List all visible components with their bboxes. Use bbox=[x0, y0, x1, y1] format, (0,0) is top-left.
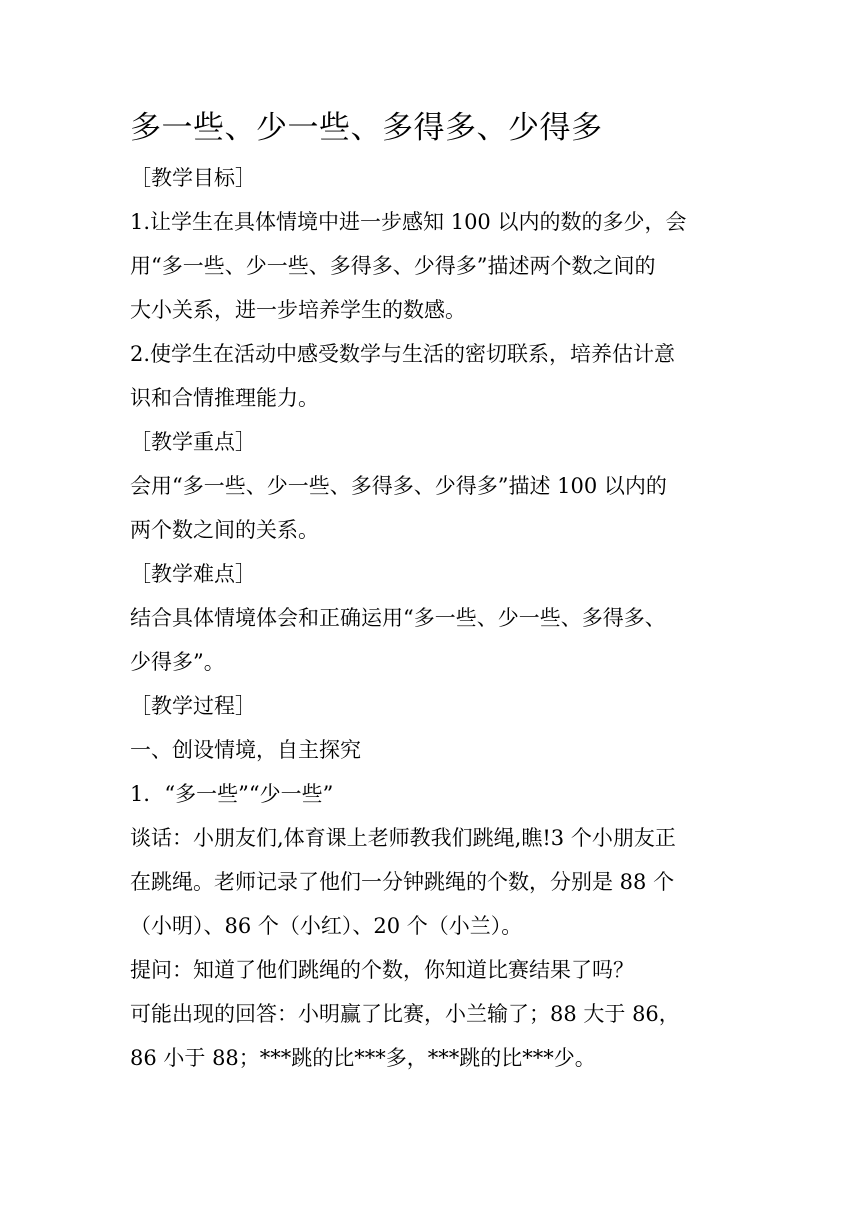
paragraph-line: 2.使学生在活动中感受数学与生活的密切联系，培养估计意 bbox=[130, 342, 676, 366]
section-heading-key-points: ［教学重点］ bbox=[130, 430, 256, 454]
paragraph-line: 86 小于 88；***跳的比***多，***跳的比***少。 bbox=[130, 1046, 596, 1070]
paragraph-line: 大小关系，进一步培养学生的数感。 bbox=[130, 298, 466, 322]
document-title: 多一些、少一些、多得多、少得多 bbox=[130, 110, 603, 146]
paragraph-line: 在跳绳。老师记录了他们一分钟跳绳的个数，分别是 88 个 bbox=[130, 870, 675, 894]
paragraph-line: 谈话：小朋友们,体育课上老师教我们跳绳,瞧!3 个小朋友正 bbox=[130, 826, 676, 850]
section-heading-process: ［教学过程］ bbox=[130, 694, 256, 718]
subsection-heading: 一、创设情境，自主探究 bbox=[130, 738, 361, 762]
paragraph-line: 可能出现的回答：小明赢了比赛，小兰输了；88 大于 86， bbox=[130, 1002, 680, 1026]
subsection-heading: 1．“多一些”“少一些” bbox=[130, 782, 334, 806]
paragraph-line: 两个数之间的关系。 bbox=[130, 518, 319, 542]
paragraph-line: 会用“多一些、少一些、多得多、少得多”描述 100 以内的 bbox=[130, 474, 667, 498]
paragraph-line: 1.让学生在具体情境中进一步感知 100 以内的数的多少，会 bbox=[130, 210, 687, 234]
section-heading-difficulties: ［教学难点］ bbox=[130, 562, 256, 586]
paragraph-line: 少得多”。 bbox=[130, 650, 225, 674]
paragraph-line: 结合具体情境体会和正确运用“多一些、少一些、多得多、 bbox=[130, 606, 666, 630]
document-page bbox=[130, 104, 734, 1080]
section-heading-objectives: ［教学目标］ bbox=[130, 166, 256, 190]
paragraph-line: 用“多一些、少一些、多得多、少得多”描述两个数之间的 bbox=[130, 254, 656, 278]
paragraph-line: 识和合情推理能力。 bbox=[130, 386, 319, 410]
paragraph-line: （小明）、86 个（小红）、20 个（小兰）。 bbox=[130, 914, 523, 938]
paragraph-line: 提问：知道了他们跳绳的个数，你知道比赛结果了吗？ bbox=[130, 958, 634, 982]
